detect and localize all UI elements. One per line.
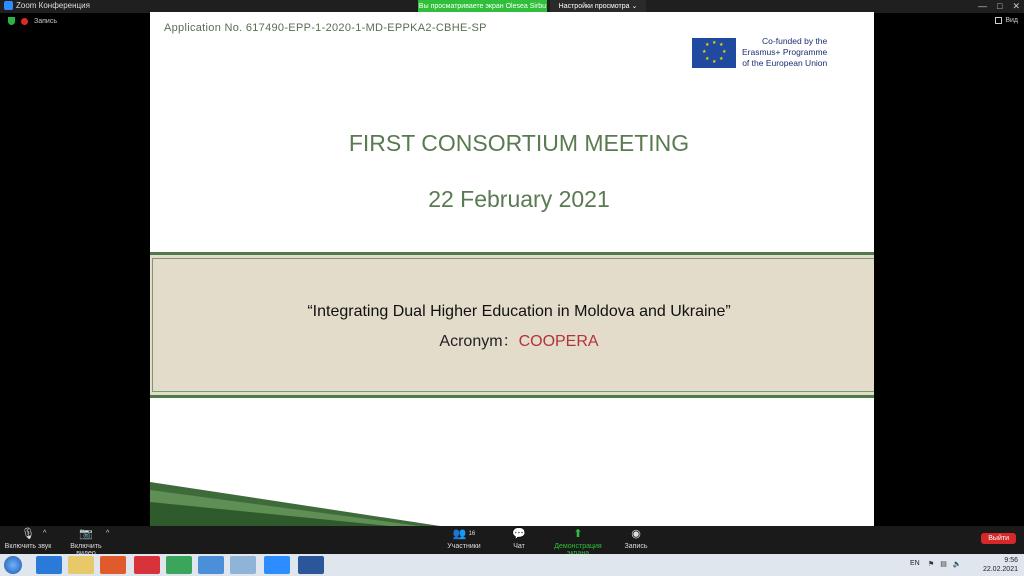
record-button[interactable] bbox=[622, 528, 650, 550]
windows-taskbar bbox=[0, 554, 1024, 576]
eu-line: Erasmus+ Programme bbox=[742, 47, 828, 57]
band-frame bbox=[152, 258, 874, 392]
chat-icon: 💬 bbox=[512, 528, 526, 540]
chevron-down-icon: ⌄ bbox=[631, 3, 638, 10]
minimize-button[interactable]: — bbox=[978, 1, 988, 11]
clock[interactable] bbox=[983, 556, 1018, 574]
eu-flag-icon: ★ ★ ★ ★ ★ ★ ★ ★ bbox=[692, 38, 736, 68]
opera-icon[interactable] bbox=[134, 556, 160, 574]
clock-date: 22.02.2021 bbox=[982, 566, 1018, 573]
eu-cofunded-logo bbox=[692, 36, 827, 69]
project-band bbox=[150, 252, 874, 398]
chat-label: Чат bbox=[513, 543, 525, 550]
record-dot-icon bbox=[21, 18, 28, 25]
media-player-icon[interactable] bbox=[100, 556, 126, 574]
system-tray bbox=[928, 560, 962, 568]
unmute-label: Включить звук bbox=[4, 543, 52, 550]
volume-icon[interactable]: 🔈 bbox=[952, 561, 962, 568]
maximize-button[interactable]: □ bbox=[997, 1, 1003, 11]
photos-icon[interactable] bbox=[230, 556, 256, 574]
chat-button[interactable] bbox=[509, 528, 529, 550]
eu-line: Co-funded by the bbox=[762, 36, 828, 46]
participants-icon-wrap bbox=[446, 528, 482, 540]
green-wedge-decoration bbox=[150, 482, 874, 526]
start-button[interactable] bbox=[4, 556, 22, 574]
clock-time: 9:56 bbox=[1004, 557, 1018, 564]
record-icon: ◉ bbox=[631, 528, 641, 540]
view-label: Вид bbox=[1005, 17, 1018, 24]
participants-icon: 👥 bbox=[452, 528, 467, 540]
participants-button[interactable] bbox=[446, 528, 482, 550]
video-options-caret[interactable]: ^ bbox=[106, 530, 110, 537]
word-icon[interactable] bbox=[298, 556, 324, 574]
network-icon[interactable]: ▤ bbox=[940, 561, 947, 568]
internet-explorer-icon[interactable] bbox=[36, 556, 62, 574]
zoom-taskbar-icon[interactable] bbox=[264, 556, 290, 574]
audio-options-caret[interactable]: ^ bbox=[43, 530, 47, 537]
meeting-date: 22 February 2021 bbox=[428, 186, 610, 212]
share-banner: Вы просматриваете экран Olesea Sirbu bbox=[418, 0, 547, 13]
window-controls bbox=[978, 0, 1020, 13]
recording-label: Запись bbox=[34, 17, 57, 25]
leave-button[interactable]: Выйти bbox=[981, 533, 1016, 544]
chrome-icon[interactable] bbox=[166, 556, 192, 574]
window-title: Zoom Конференция bbox=[16, 1, 90, 10]
share-screen-button[interactable] bbox=[544, 528, 612, 557]
shared-slide bbox=[150, 12, 874, 526]
flag-icon[interactable]: ⚑ bbox=[928, 561, 935, 568]
close-button[interactable]: ✕ bbox=[1012, 1, 1020, 11]
record-label: Запись bbox=[624, 543, 648, 550]
video-off-icon: 📷 bbox=[79, 528, 93, 540]
application-number: Application No. 617490-EPP-1-2020-1-MD-EPPKA2-CBHE-SP bbox=[164, 22, 487, 34]
project-title: “Integrating Dual Higher Education in Moldova and Ukraine” bbox=[307, 303, 731, 320]
view-button[interactable] bbox=[995, 17, 1018, 24]
language-indicator[interactable]: EN bbox=[910, 560, 920, 567]
acronym-line bbox=[150, 328, 874, 351]
eu-line: of the European Union bbox=[742, 58, 828, 68]
shield-icon[interactable] bbox=[8, 17, 15, 25]
eu-text bbox=[742, 36, 827, 69]
grid-icon bbox=[995, 17, 1002, 24]
participants-count: 16 bbox=[468, 531, 476, 537]
participants-label: Участники bbox=[447, 543, 481, 550]
chromium-icon[interactable] bbox=[198, 556, 224, 574]
meeting-toolbar bbox=[0, 526, 1024, 554]
muted-microphone-icon: 🎙 bbox=[21, 528, 35, 540]
start-video-label: Включить bbox=[70, 543, 102, 550]
file-explorer-icon[interactable] bbox=[68, 556, 94, 574]
view-options-label: Настройки просмотра bbox=[558, 3, 630, 10]
zoom-logo-icon bbox=[4, 1, 13, 10]
acronym-value: COOPERA bbox=[518, 333, 599, 350]
status-row bbox=[8, 17, 57, 25]
share-screen-label: Демонстрация bbox=[554, 543, 602, 550]
start-video-button[interactable] bbox=[60, 528, 112, 557]
acronym-label: Acronym： bbox=[439, 333, 519, 350]
meeting-title: FIRST CONSORTIUM MEETING bbox=[348, 130, 690, 156]
share-screen-icon: ⬆ bbox=[573, 528, 583, 540]
app-title bbox=[4, 1, 90, 10]
